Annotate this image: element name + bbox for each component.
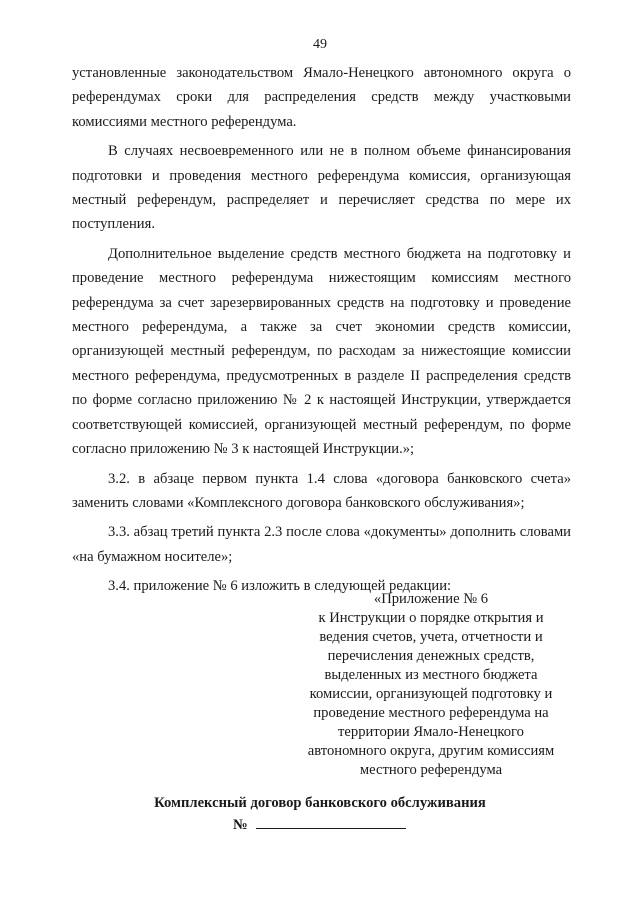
paragraph: 3.2. в абзаце первом пункта 1.4 слова «договора банковского счета» заменить словами «Комплексного договора банковского обслуживания»; — [72, 470, 571, 511]
number-blank-line — [256, 814, 406, 829]
annex-line: перечисления денежных средств, — [327, 648, 535, 664]
annex-line: к Инструкции о порядке открытия и — [318, 610, 544, 626]
annex-line: выделенных из местного бюджета — [324, 667, 538, 683]
contract-number — [233, 814, 406, 835]
paragraph: В случаях несвоевременного или не в полном объеме финансирования подготовки и проведения местного референдума комиссия, организующая местный референдум, распределяет и перечисляет средства по мере их поступления. — [72, 143, 571, 233]
paragraph: Дополнительное выделение средств местного бюджета на подготовку и проведение местного референдума нижестоящим комиссиям местного референдума за счет зарезервированных средств на подготовку и проведение местного референдума, а также за счет экономии средств комиссии, организующей местный референдум, по расходам за нижестоящие комиссии местного референдума, предусмотренных в разделе II распределения средств по форме согласно приложению № 2 к настоящей Инструкции, утверждается соответствующей комиссией, организующей местный референдум, по форме согласно приложению № 3 к настоящей Инструкции.»; — [72, 245, 571, 458]
annex-line: комиссии, организующей подготовку и — [309, 686, 553, 702]
annex-line: «Приложение № 6 — [373, 591, 489, 607]
annex-header — [291, 590, 571, 780]
number-sign: № — [233, 817, 248, 833]
page-number: 49 — [313, 37, 327, 52]
annex-line: проведение местного референдума на — [313, 705, 549, 721]
body-text — [72, 61, 571, 599]
annex-line: местного референдума — [359, 762, 503, 778]
contract-title: Комплексный договор банковского обслуживания — [154, 795, 486, 811]
paragraph: установленные законодательством Ямало-Ненецкого автономного округа о референдумах сроки для распределения средств между участковыми комиссиями местного референдума. — [72, 65, 571, 130]
paragraph: 3.4. приложение № 6 изложить в следующей редакции: — [108, 578, 452, 595]
annex-line: автономного округа, другим комиссиям — [307, 743, 555, 759]
paragraph: 3.3. абзац третий пункта 2.3 после слова «документы» дополнить словами «на бумажном носителе»; — [72, 524, 571, 565]
annex-line: территории Ямало-Ненецкого — [338, 724, 524, 740]
annex-line: ведения счетов, учета, отчетности и — [319, 629, 543, 645]
